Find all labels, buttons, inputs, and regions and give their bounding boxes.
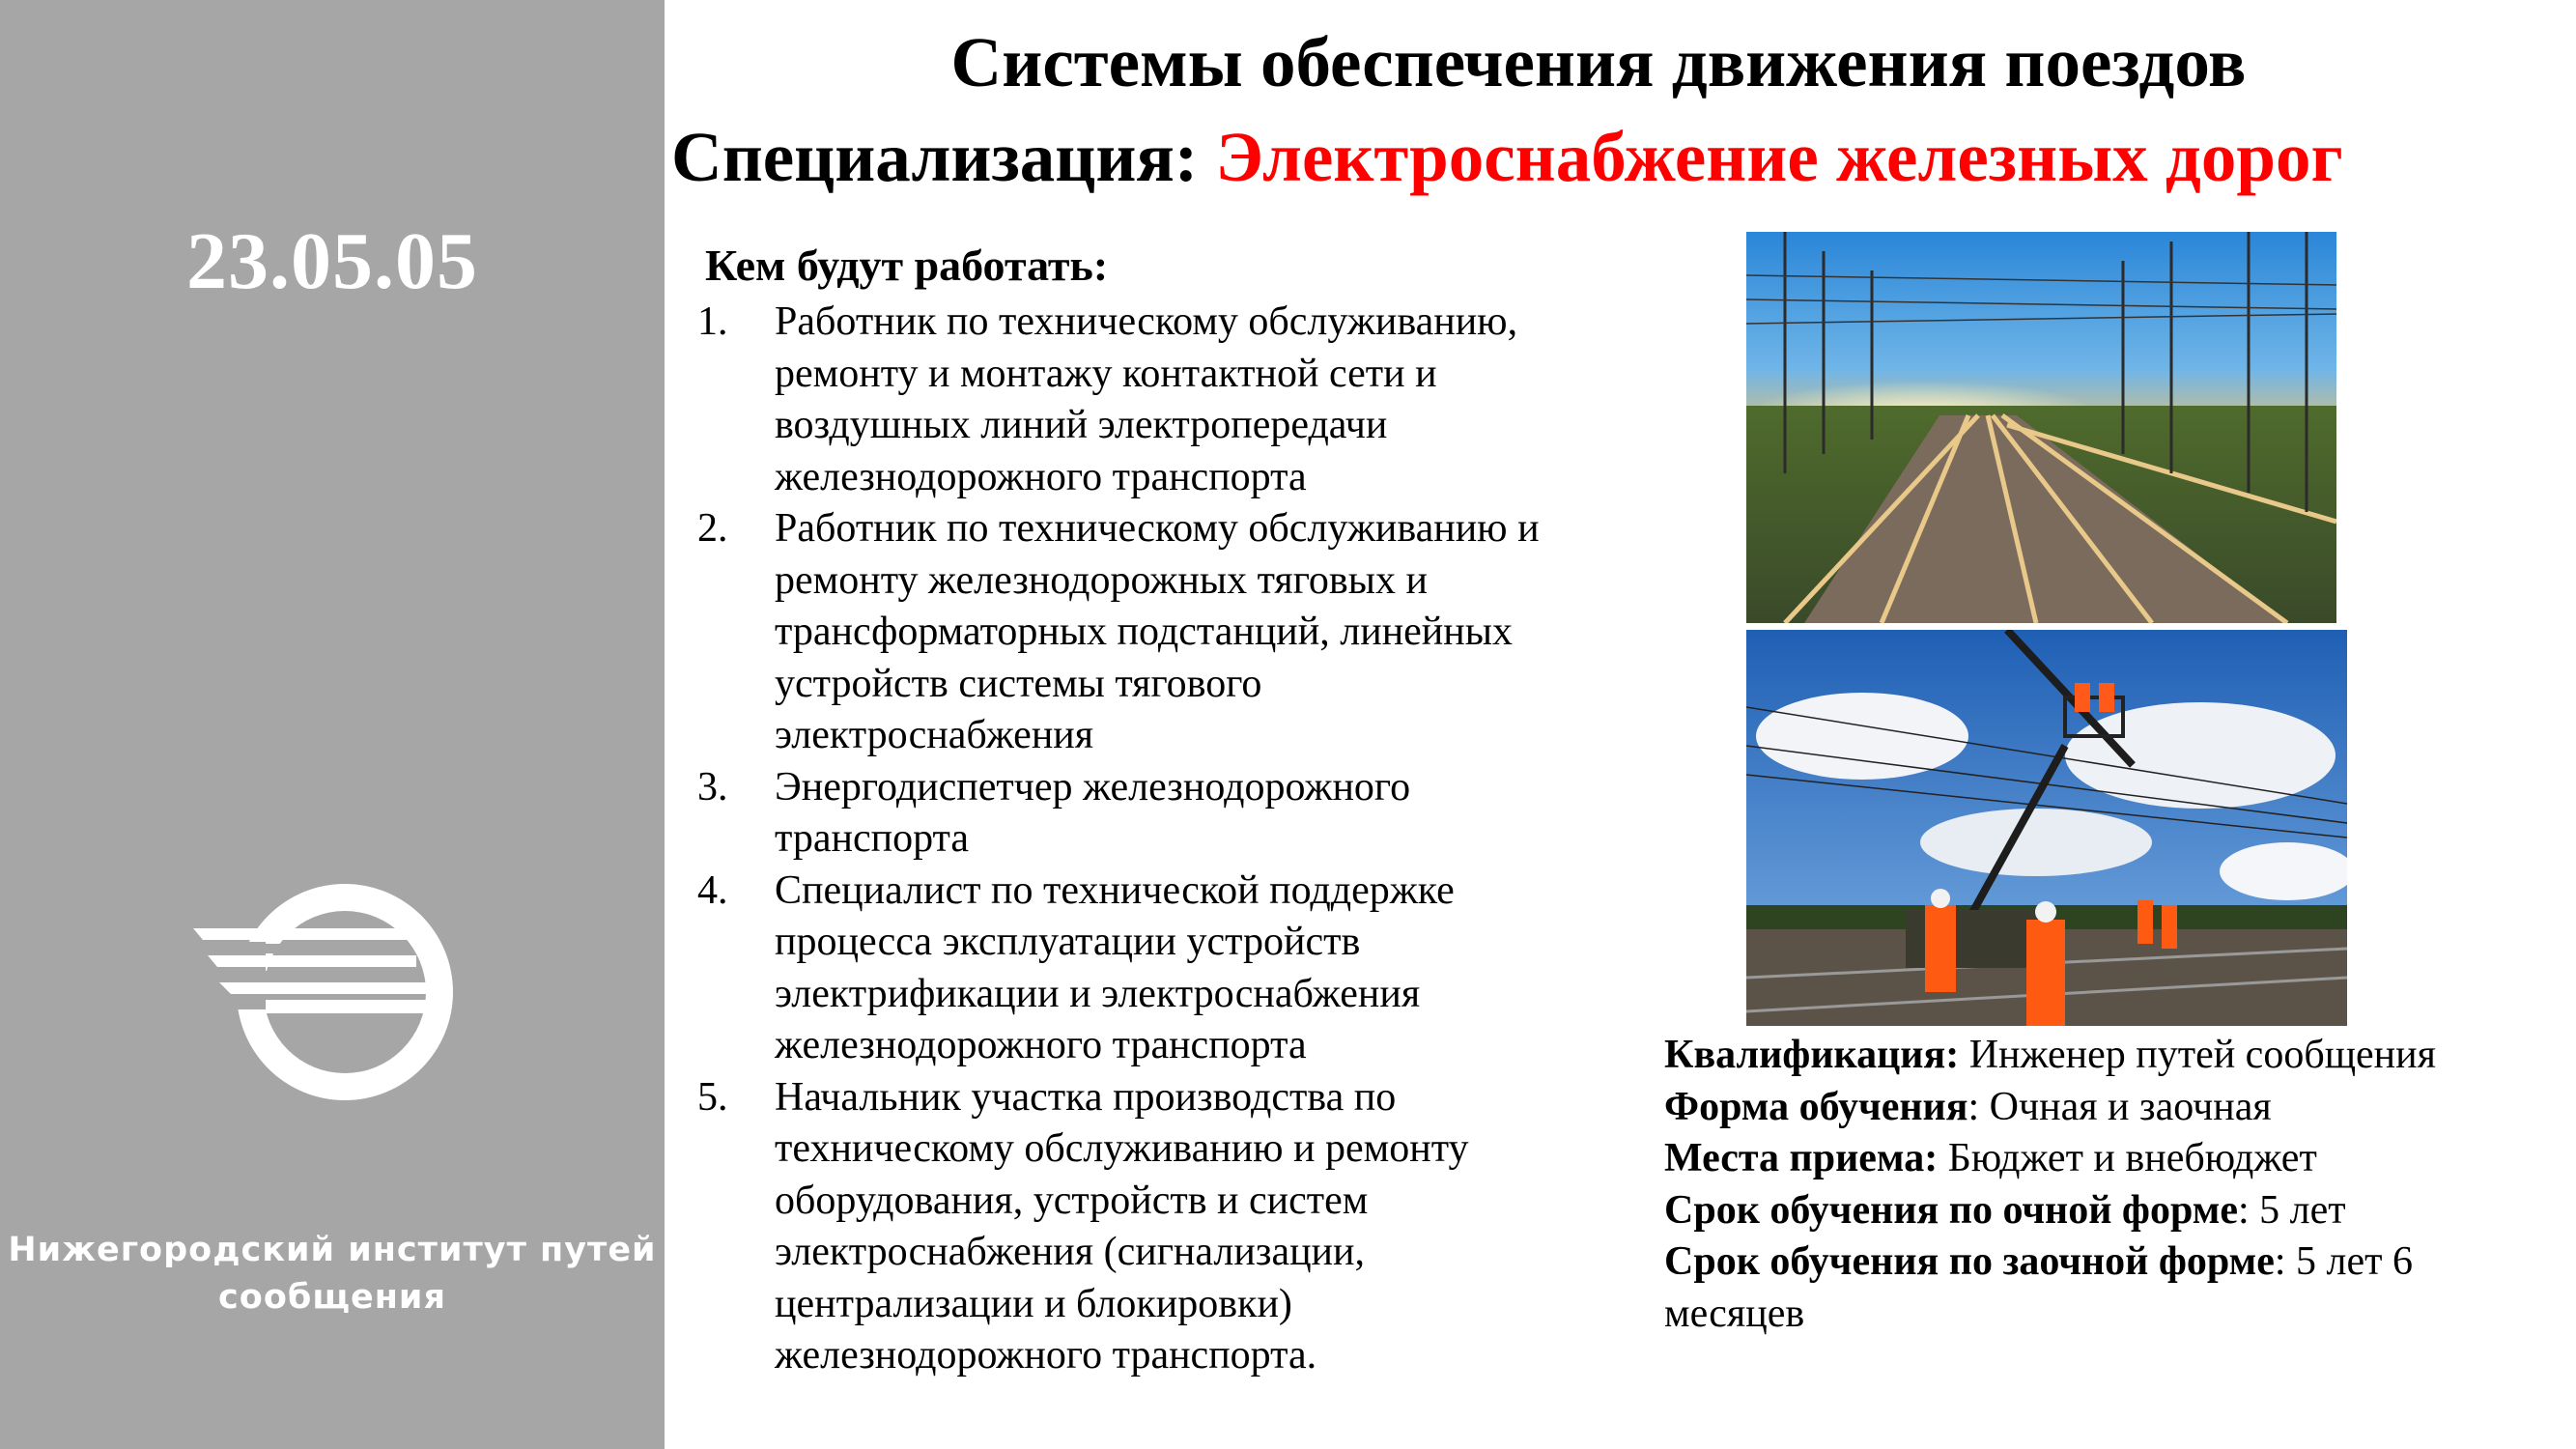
list-item-number: 2. — [697, 506, 728, 551]
jobs-list — [697, 297, 1586, 1382]
list-item-text: Начальник участка производства по техническому обслуживанию и ремонту оборудования, устройств и систем электроснабжения (сигнализации, централизации и блокировки) железнодорожного транспорта. — [775, 1074, 1469, 1378]
part-time-term-row — [1664, 1236, 2553, 1340]
qualification-value: Инженер путей сообщения — [1959, 1033, 2436, 1077]
study-form-row — [1664, 1082, 2553, 1134]
specialization-label: Специализация: — [671, 118, 1199, 196]
specialty-code: 23.05.05 — [186, 216, 478, 306]
list-item-number: 1. — [697, 299, 728, 344]
qualification-label: Квалификация: — [1664, 1033, 1960, 1077]
qualification-row — [1664, 1030, 2553, 1082]
list-item — [697, 1072, 1586, 1382]
institute-name: Нижегородский институт путей сообщения — [8, 1231, 657, 1317]
list-item — [697, 503, 1586, 762]
list-item-text: Работник по техническому обслуживанию и ремонту железнодорожных тяговых и трансформаторных подстанций, линейных устройств системы тягового электроснабжения — [775, 506, 1540, 757]
full-time-term-value: : 5 лет — [2237, 1187, 2346, 1233]
list-item-text: Работник по техническому обслуживанию, ремонту и монтажу контактной сети и воздушных линий электропередачи железнодорожного транспорта — [775, 299, 1518, 499]
catenary-workers-photo — [1746, 630, 2347, 1026]
study-form-label: Форма обучения — [1664, 1084, 1968, 1129]
list-item — [697, 297, 1586, 503]
list-item-number: 5. — [697, 1074, 728, 1120]
railway-institute-logo — [188, 884, 478, 1101]
admission-places-label: Места приема: — [1664, 1136, 1939, 1180]
full-time-term-row — [1664, 1185, 2553, 1237]
program-info — [1664, 1030, 2553, 1340]
full-time-term-label: Срок обучения по очной форме — [1664, 1187, 2238, 1233]
list-item-text: Специалист по технической поддержке процесса эксплуатации устройств электрификации и электроснабжения железнодорожного транспорта — [775, 867, 1455, 1067]
jobs-heading: Кем будут работать: — [705, 241, 1109, 290]
specialization-line — [671, 114, 2343, 201]
page-title: Системы обеспечения движения поездов — [950, 23, 2247, 101]
part-time-term-label: Срок обучения по заочной форме — [1664, 1239, 2275, 1284]
part-time-term-value: : 5 лет 6 месяцев — [1664, 1239, 2413, 1336]
admission-places-value: Бюджет и внебюджет — [1938, 1136, 2317, 1180]
list-item — [697, 866, 1586, 1072]
sidebar — [0, 0, 665, 1449]
study-form-value: : Очная и заочная — [1967, 1084, 2272, 1129]
specialization-value: Электроснабжение железных дорог — [1215, 118, 2343, 196]
admission-places-row — [1664, 1133, 2553, 1185]
railway-tracks-photo — [1746, 232, 2336, 623]
list-item-text: Энергодиспетчер железнодорожного транспорта — [775, 764, 1411, 861]
list-item-number: 4. — [697, 867, 728, 913]
list-item — [697, 762, 1586, 866]
list-item-number: 3. — [697, 764, 728, 810]
